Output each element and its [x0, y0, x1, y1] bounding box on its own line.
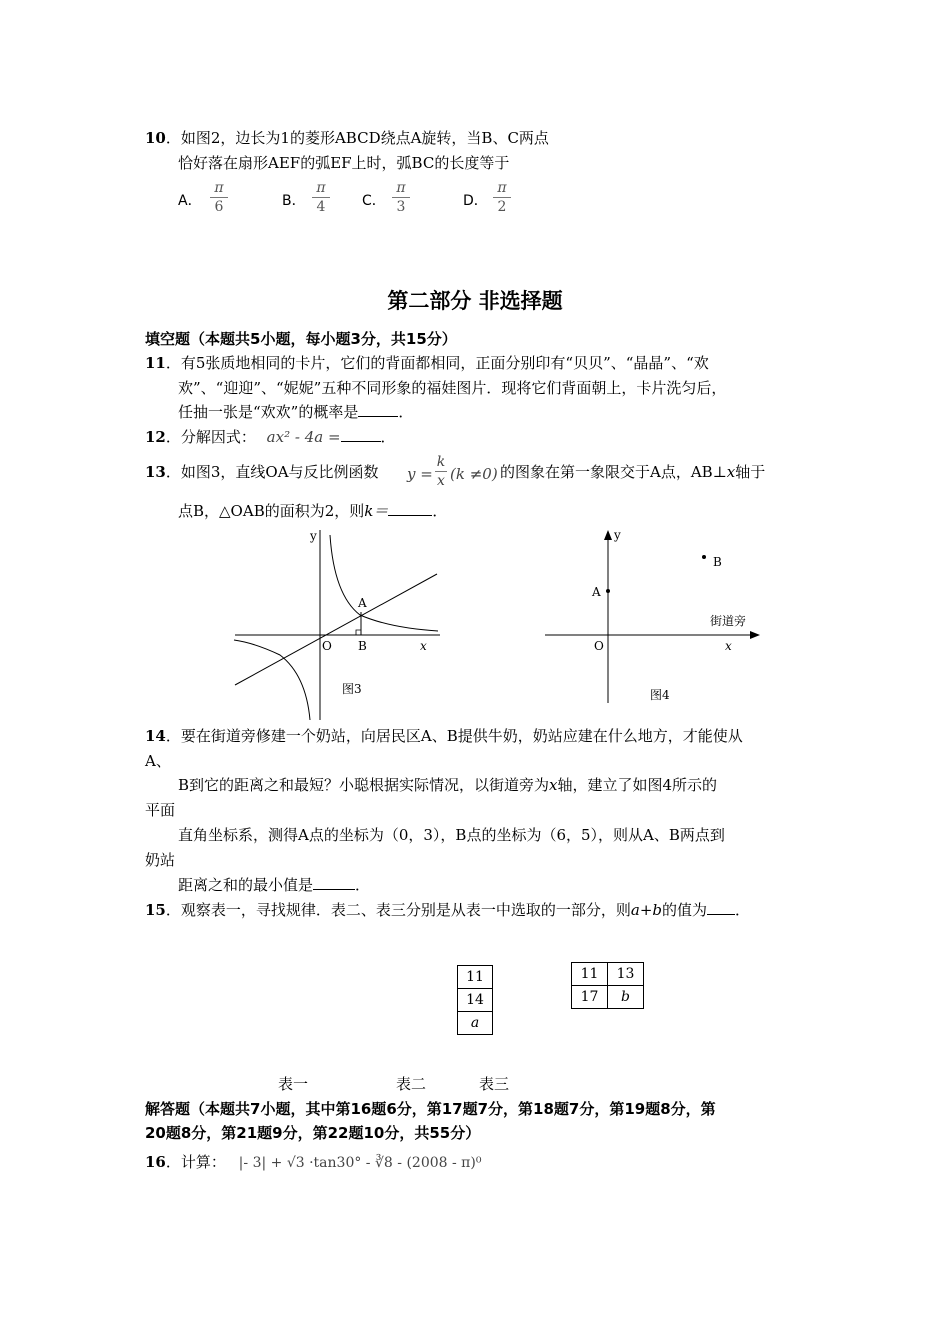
q11-text1: ．有5张质地相同的卡片，它们的背面都相同，正面分别印有“贝贝”、“晶晶”、“欢	[165, 354, 709, 372]
frac-num: k	[436, 454, 446, 470]
frac-num: π	[214, 180, 224, 196]
q10-option-b-label: B．	[282, 193, 306, 209]
fig4-street-label: 街道旁	[710, 614, 747, 628]
q14-line3: 直角坐标系，测得A点的坐标为（0，3），B点的坐标为（6，5），则从A、B两点到	[178, 826, 725, 844]
table3-cell: 13	[608, 963, 644, 986]
table2-cell: 11	[458, 966, 493, 989]
q16-line	[145, 1151, 481, 1172]
fig4-b-label: B	[713, 555, 722, 569]
frac-num: π	[497, 180, 507, 196]
q12-number: 12	[145, 428, 166, 446]
q14-answer-blank[interactable]	[313, 875, 355, 890]
q11-text3: 任抽一张是“欢欢”的概率是	[178, 403, 359, 421]
q10-option-a-frac	[210, 180, 228, 215]
q16-text: ．计算：	[165, 1153, 226, 1171]
q13-answer-blank[interactable]	[388, 501, 432, 516]
q14-line2b: 平面	[145, 801, 176, 819]
q11-number: 11	[145, 354, 166, 372]
figure-4	[540, 525, 780, 705]
q10-line2: 恰好落在扇形AEF的弧EF上时，弧BC的长度等于	[178, 154, 510, 172]
part2-title: 第二部分 非选择题	[387, 289, 563, 313]
frac-den: 2	[497, 199, 507, 215]
table3-cell: 17	[572, 986, 608, 1009]
q13-text1b: 的图象在第一象限交于A点，AB⊥	[500, 463, 727, 481]
q13-text2: 点B，△OAB的面积为2，则	[178, 502, 365, 520]
q13-func-cond: (k ≠0)	[450, 465, 498, 483]
q15-answer-blank[interactable]	[707, 900, 735, 915]
frac-num: π	[396, 180, 406, 196]
q10-text1: ．如图2，边长为1的菱形ABCD绕点A旋转，当B、C两点	[165, 129, 549, 147]
solve-section-header-1: 解答题（本题共7小题，其中第16题6分，第17题7分，第18题7分，第19题8分，第	[145, 1100, 716, 1118]
q12-answer-blank[interactable]	[341, 427, 381, 442]
q14-line3b: 奶站	[145, 851, 176, 869]
fig3-line-oa	[235, 574, 437, 685]
q11-answer-blank[interactable]	[358, 402, 398, 417]
fig4-caption: 图4	[650, 688, 670, 702]
figure-3	[230, 525, 450, 720]
q10-option-c-frac	[392, 180, 410, 215]
q13-func-y: y =	[407, 465, 433, 483]
fig3-caption: 图3	[342, 682, 362, 696]
table-2	[457, 965, 493, 1035]
q14-text2c: 轴，建立了如图4所示的	[557, 776, 718, 794]
fig4-o-label: O	[594, 639, 604, 653]
q13-k: k＝	[364, 502, 389, 520]
q14-text4: 距离之和的最小值是	[178, 876, 314, 894]
fill-section-header: 填空题（本题共5小题，每小题3分，共15分）	[145, 330, 457, 348]
q12-expression: ax² - 4a =	[266, 428, 341, 446]
q15-text2: 的值为	[662, 901, 708, 919]
fig4-y-arrow	[604, 530, 612, 540]
fig4-a-label: A	[592, 585, 601, 599]
table3-cell: b	[608, 986, 644, 1009]
table1-caption: 表一	[278, 1075, 309, 1093]
q11-line3: 任抽一张是“欢欢”的概率是 ．	[178, 403, 414, 421]
table2-cell: 14	[458, 989, 493, 1012]
q14-line1b: A、	[145, 752, 171, 770]
q15-text: ．观察表一，寻找规律．表二、表三分别是从表一中选取的一部分，则	[165, 901, 631, 919]
q14-line4: 距离之和的最小值是 ．	[178, 876, 371, 894]
fig4-point-b	[702, 555, 706, 559]
table2-caption: 表二	[396, 1075, 427, 1093]
q13-line2: 点B，△OAB的面积为2，则k＝ ．	[178, 502, 448, 520]
table3-cell: 11	[572, 963, 608, 986]
fig3-o-label: O	[322, 639, 332, 653]
q16-number: 16	[145, 1153, 166, 1171]
solve-section-header-2: 20题8分，第21题9分，第22题10分，共55分）	[145, 1124, 481, 1142]
q15-number: 15	[145, 901, 166, 919]
q12-line: 12．分解因式： ax² - 4a = ．	[145, 428, 396, 446]
q10-option-d-label: D．	[463, 193, 488, 209]
q10-option-b-frac	[312, 180, 330, 215]
frac-den: 3	[396, 199, 406, 215]
table3-caption: 表三	[479, 1075, 510, 1093]
q16-expression: |- 3| + √3 ·tan30° - ∛8 - (2008 - π)⁰	[238, 1155, 482, 1171]
q14-line2	[178, 774, 717, 795]
q13-text1a: ．如图3，直线OA与反比例函数	[165, 463, 379, 481]
q13-text1c: 轴于	[735, 463, 766, 481]
fig4-x-label: x	[725, 639, 732, 653]
q14-text2: B到它的距离之和最短？小聪根据实际情况，以街道旁为	[178, 776, 550, 794]
q13-line1-rest	[500, 461, 765, 482]
fig4-point-a	[606, 589, 610, 593]
q14-x: x	[549, 776, 558, 794]
fig4-y-label: y	[614, 528, 621, 542]
q10-option-d-frac	[493, 180, 511, 215]
q13-x: x	[726, 463, 736, 481]
q14-text1: ．要在街道旁修建一个奶站，向居民区A、B提供牛奶，奶站应建在什么地方，才能使从	[165, 727, 743, 745]
q15-expr: a+b	[630, 901, 663, 919]
q15-line: 15．观察表一，寻找规律．表二、表三分别是从表一中选取的一部分，则a+b的值为 ．	[145, 901, 751, 919]
q10-line1	[145, 127, 549, 148]
fig3-y-label: y	[310, 529, 317, 543]
q13-func-frac	[435, 454, 447, 489]
q14-line1	[145, 725, 743, 746]
q14-number: 14	[145, 727, 166, 745]
q12-text: ．分解因式：	[165, 428, 256, 446]
q13-line1	[145, 461, 379, 482]
q11-line1	[145, 352, 709, 373]
frac-den: 4	[316, 199, 326, 215]
fig3-hyperbola-q3	[234, 640, 310, 720]
fig3-x-label: x	[420, 639, 427, 653]
q10-option-c-label: C．	[362, 193, 386, 209]
frac-den: x	[437, 473, 445, 489]
q10-number: 10	[145, 129, 166, 147]
table-3	[571, 962, 644, 1009]
q10-option-a-label: A．	[178, 193, 202, 209]
q11-line2: 欢”、“迎迎”、“妮妮”五种不同形象的福娃图片．现将它们背面朝上，卡片洗匀后，	[178, 379, 727, 397]
fig3-a-label: A	[358, 596, 367, 610]
table2-cell: a	[458, 1012, 493, 1035]
fig3-hyperbola-q1	[330, 535, 438, 631]
fig4-x-arrow	[750, 631, 760, 639]
frac-den: 6	[214, 199, 224, 215]
frac-num: π	[316, 180, 326, 196]
fig3-b-label: B	[358, 639, 367, 653]
q13-number: 13	[145, 463, 166, 481]
fig3-right-angle	[356, 630, 361, 635]
